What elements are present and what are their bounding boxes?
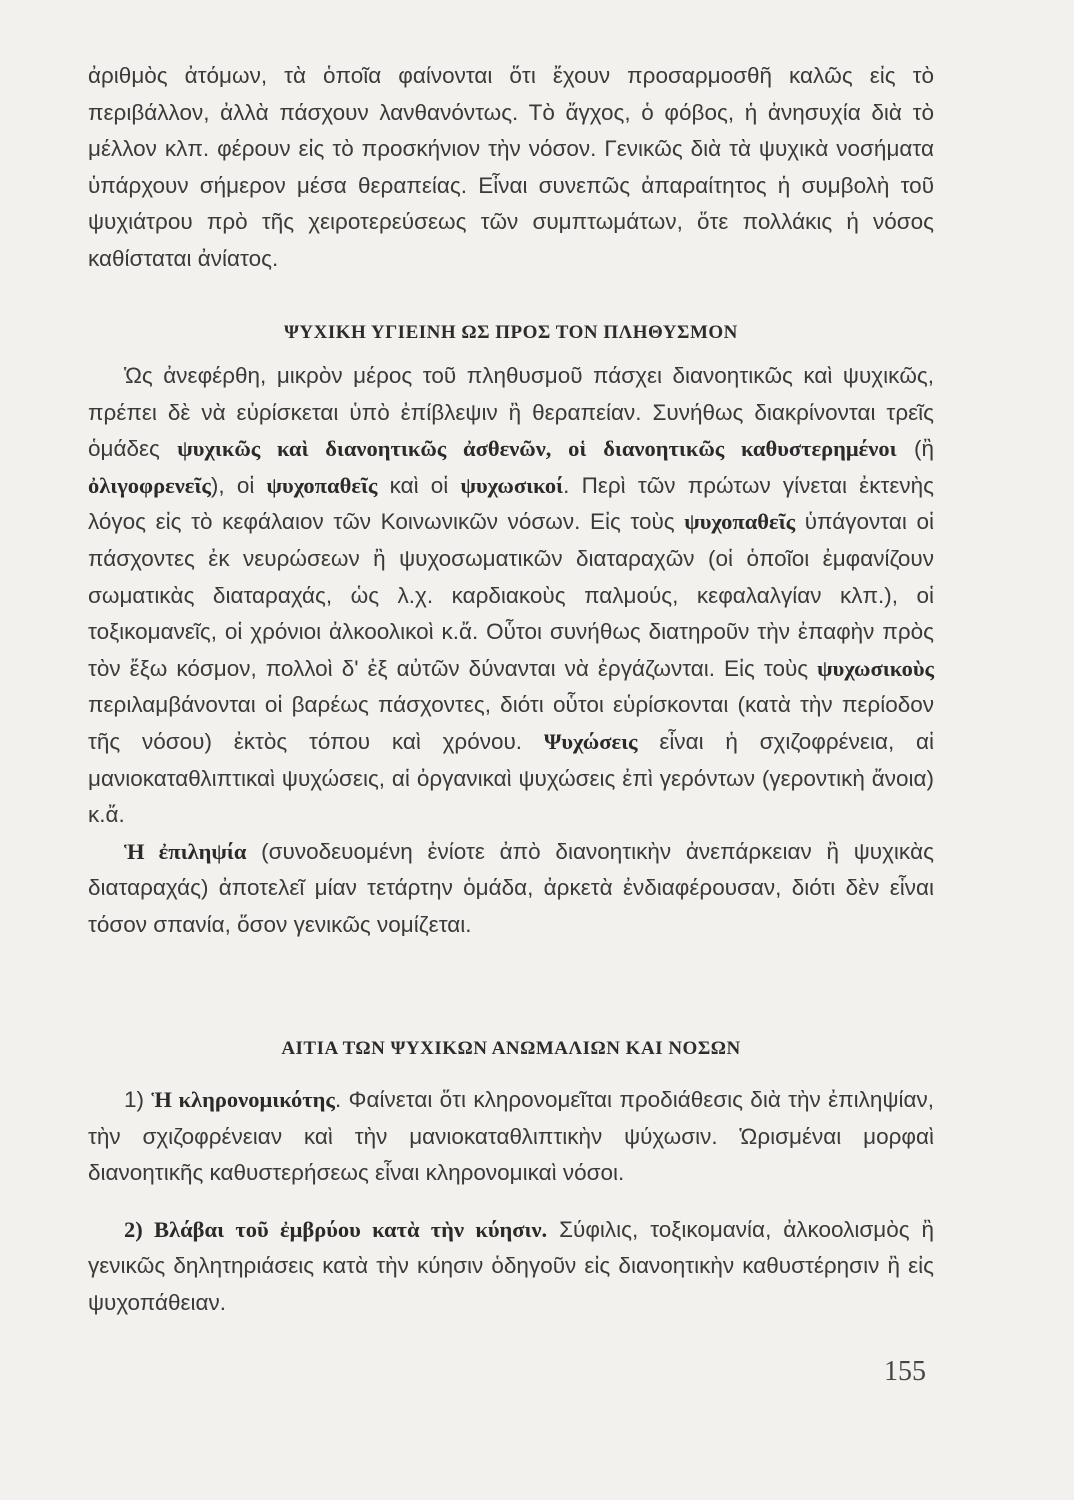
bold-term: ψυχοπαθεῖς xyxy=(266,472,378,498)
text-run: περιλαμβάνονται οἱ βαρέως πάσχοντες, διότι οὗτοι εὑρίσκονται (κατὰ τὴν περίοδον τῆς νόσου) ἐκτὸς τόπου καὶ χρόνου. xyxy=(88,692,934,754)
text-run: εἶναι ἡ σχιζοφρένεια, αἱ μανιοκαταθλιπτικαὶ ψυχώσεις, αἱ ὀργανικαὶ ψυχώσεις ἐπὶ γερόντων (γεροντικὴ ἄνοια) κ.ἄ. xyxy=(88,728,934,828)
section-heading-causes: ΑΙΤΙΑ ΤΩΝ ΨΥΧΙΚΩΝ ΑΝΩΜΑΛΙΩΝ ΚΑΙ ΝΟΣΩΝ xyxy=(281,1038,741,1059)
section2-paragraph-2 xyxy=(88,1212,934,1322)
bold-term: Ἡ κληρονομικότης xyxy=(151,1087,335,1112)
bold-term: ψυχωσικοί xyxy=(460,472,564,498)
text-run: Ὡς ἀνεφέρθη, μικρὸν μέρος τοῦ πληθυσμοῦ πάσχει διανοητικῶς καὶ ψυχικῶς, πρέπει δὲ νὰ εὑρίσκεται ὑπὸ ἐπίβλεψιν ἢ θεραπείαν. Συνήθως διακρίνονται τρεῖς ὁμάδες xyxy=(88,363,934,462)
bold-term: ὀλιγοφρενεῖς xyxy=(88,472,211,498)
section2-body xyxy=(88,1082,934,1322)
section1-body xyxy=(88,358,934,944)
bold-term: ψυχοπαθεῖς xyxy=(684,509,796,535)
page-number: 155 xyxy=(884,1356,926,1387)
intro-paragraph: ἀριθμὸς ἀτόμων, τὰ ὁποῖα φαίνονται ὅτι ἔχουν προσαρμοσθῆ καλῶς εἰς τὸ περιβάλλον, ἀλλὰ πάσχουν λανθανόντως. Τὸ ἄγχος, ὁ φόβος, ἡ ἀνησυχία διὰ τὸ μέλλον κλπ. φέρουν εἰς τὸ προσκήνιον τὴν νόσον. Γενικῶς διὰ τὰ ψυχικὰ νοσήματα ὑπάρχουν σήμερον μέσα θεραπείας. Εἶναι συνεπῶς ἀπαραίτητος ἡ συμβολὴ τοῦ ψυχιάτρου πρὸ τῆς χειροτερεύσεως τῶν συμπτωμάτων, ὅτε πολλάκις ἡ νόσος καθίσταται ἀνίατος. xyxy=(88,63,934,271)
section-heading-mental-hygiene: ΨΥΧΙΚΗ ΥΓΙΕΙΝΗ ΩΣ ΠΡΟΣ ΤΟΝ ΠΛΗΘΥΣΜΟΝ xyxy=(284,322,738,343)
bold-term: Ψυχώσεις xyxy=(543,728,638,754)
section2-paragraph-1 xyxy=(88,1082,934,1192)
text-run: (ἢ xyxy=(896,436,934,462)
text-run: ), οἱ xyxy=(210,472,267,498)
list-number: 1) xyxy=(124,1087,152,1112)
bold-term: ψυχικῶς καὶ διανοητικῶς ἀσθενῶν, οἱ διανοητικῶς καθυστερημένοι xyxy=(177,436,897,462)
text-run: καὶ οἱ xyxy=(377,472,461,498)
text-run: Σύφιλις, τοξικομανία, ἀλκοολισμὸς ἢ γενικῶς δηλητηριάσεις κατὰ τὴν κύησιν ὁδηγοῦν εἰς διανοητικὴν καθυστέρησιν ἢ εἰς ψυχοπάθειαν. xyxy=(88,1216,934,1315)
text-run: . Περὶ τῶν πρώτων γίνεται ἐκτενὴς λόγος εἰς τὸ κεφάλαιον τῶν Κοινωνικῶν νόσων. Εἰς τοὺς xyxy=(88,472,934,535)
bold-term: ψυχωσικοὺς xyxy=(817,655,934,681)
bold-term: Ἡ ἐπιληψία xyxy=(124,838,247,864)
bold-term: 2) Βλάβαι τοῦ ἐμβρύου κατὰ τὴν κύησιν. xyxy=(124,1216,548,1242)
section1-paragraph-2 xyxy=(88,834,934,944)
text-run: ὑπάγονται οἱ πάσχοντες ἐκ νευρώσεων ἢ ψυχοσωματικῶν διαταραχῶν (οἱ ὁποῖοι ἐμφανίζουν σωματικὰς διαταραχάς, ὡς λ.χ. καρδιακοὺς παλμούς, κεφαλαλγίαν κλπ.), οἱ τοξικομανεῖς, οἱ χρόνιοι ἀλκοολικοὶ κ.ἄ. Οὗτοι συνήθως διατηροῦν τὴν ἐπαφὴν πρὸς τὸν ἔξω κόσμον, πολλοὶ δ' ἐξ αὐτῶν δύνανται νὰ ἐργάζωνται. Εἰς τοὺς xyxy=(88,509,934,681)
intro-paragraph-block xyxy=(88,58,934,278)
text-run: (συνοδευομένη ἐνίοτε ἀπὸ διανοητικὴν ἀνεπάρκειαν ἢ ψυχικὰς διαταραχάς) ἀποτελεῖ μίαν τετάρτην ὁμάδα, ἀρκετὰ ἐνδιαφέρουσαν, διότι δὲν εἶναι τόσον σπανία, ὅσον γενικῶς νομίζεται. xyxy=(88,838,934,937)
section1-paragraph-1 xyxy=(88,358,934,834)
text-run: . Φαίνεται ὅτι κληρονομεῖται προδιάθεσις διὰ τὴν ἐπιληψίαν, τὴν σχιζοφρένειαν καὶ τὴν μανιοκαταθλιπτικὴν ψύχωσιν. Ὡρισμέναι μορφαὶ διανοητικῆς καθυστερήσεως εἶναι κληρονομικαὶ νόσοι. xyxy=(88,1087,934,1186)
